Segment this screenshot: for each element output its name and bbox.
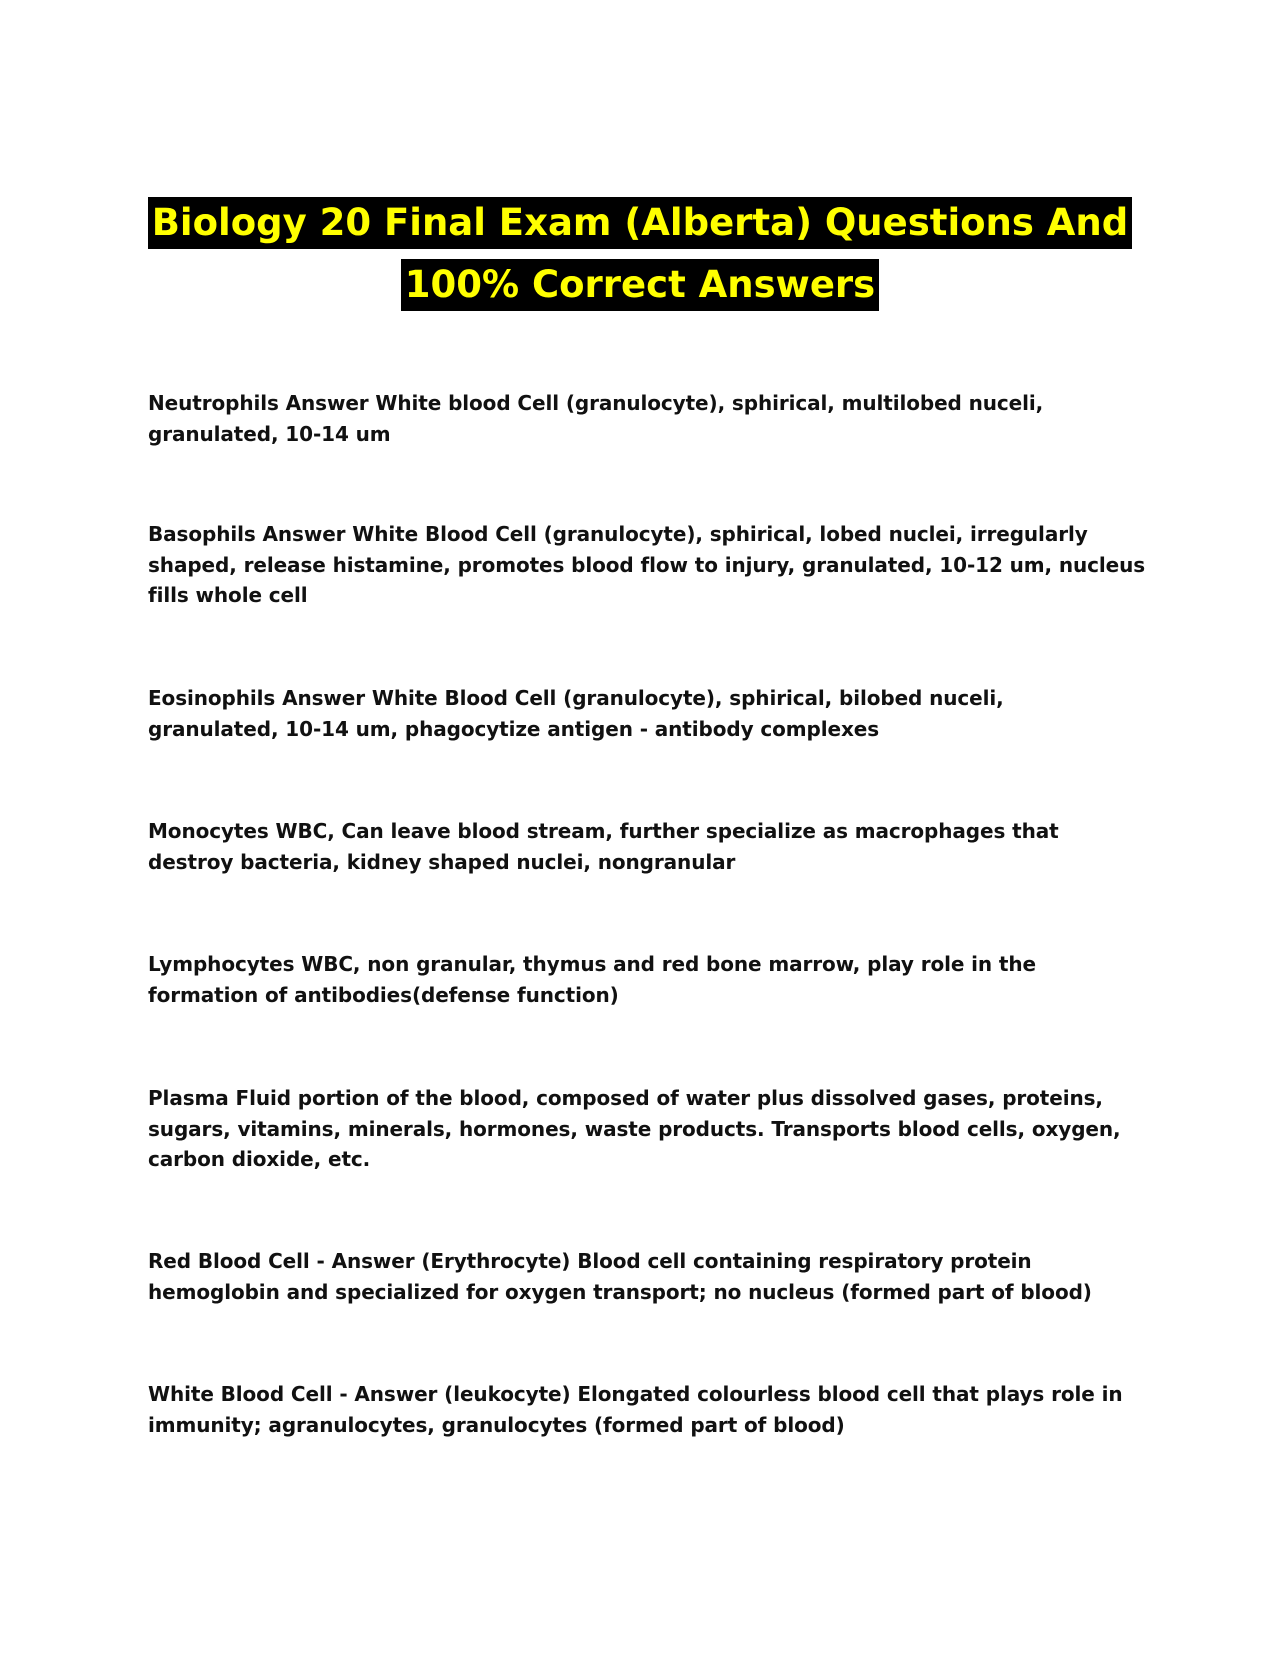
entry-line: Monocytes WBC, Can leave blood stream, further specialize as macrophages that bbox=[148, 819, 1059, 843]
entry-lymphocytes bbox=[148, 949, 1148, 1010]
document-title bbox=[0, 197, 1280, 311]
title-line-1: Biology 20 Final Exam (Alberta) Questions And bbox=[148, 197, 1133, 249]
entry-line: fills whole cell bbox=[148, 583, 308, 607]
entry-line: carbon dioxide, etc. bbox=[148, 1147, 371, 1171]
entry-line: shaped, release histamine, promotes blood flow to injury, granulated, 10-12 um, nucleus bbox=[148, 552, 1146, 577]
entry-line: Neutrophils Answer White blood Cell (granulocyte), sphirical, multilobed nuceli, bbox=[148, 391, 1044, 415]
entry-line: formation of antibodies(defense function) bbox=[148, 982, 619, 1007]
entry-line: destroy bacteria, kidney shaped nuclei, nongranular bbox=[148, 849, 736, 874]
entry-line: granulated, 10-14 um, phagocytize antigen - antibody complexes bbox=[148, 716, 880, 741]
entry-line: Lymphocytes WBC, non granular, thymus and red bone marrow, play role in the bbox=[148, 952, 1036, 976]
entry-monocytes bbox=[148, 816, 1148, 877]
entry-neutrophils bbox=[148, 388, 1148, 449]
entry-line: Eosinophils Answer White Blood Cell (granulocyte), sphirical, bilobed nuceli, bbox=[148, 686, 1004, 710]
entry-line: Red Blood Cell - Answer (Erythrocyte) Blood cell containing respiratory protein bbox=[148, 1249, 1032, 1273]
entry-line: Basophils Answer White Blood Cell (granulocyte), sphirical, lobed nuclei, irregularly bbox=[148, 522, 1088, 546]
entry-red-blood-cell bbox=[148, 1246, 1148, 1307]
entry-eosinophils bbox=[148, 683, 1148, 744]
entry-line: Plasma Fluid portion of the blood, composed of water plus dissolved gases, proteins, bbox=[148, 1086, 1103, 1110]
entry-basophils bbox=[148, 519, 1148, 611]
title-line-2: 100% Correct Answers bbox=[401, 259, 879, 311]
entry-line: sugars, vitamins, minerals, hormones, waste products. Transports blood cells, oxygen, bbox=[148, 1116, 1121, 1141]
entry-white-blood-cell bbox=[148, 1379, 1148, 1440]
entry-line: granulated, 10-14 um bbox=[148, 421, 391, 446]
entry-line: White Blood Cell - Answer (leukocyte) Elongated colourless blood cell that plays role in bbox=[148, 1382, 1123, 1406]
entry-plasma bbox=[148, 1083, 1148, 1175]
entry-line: hemoglobin and specialized for oxygen transport; no nucleus (formed part of blood) bbox=[148, 1279, 1092, 1304]
entry-line: immunity; agranulocytes, granulocytes (formed part of blood) bbox=[148, 1412, 845, 1437]
